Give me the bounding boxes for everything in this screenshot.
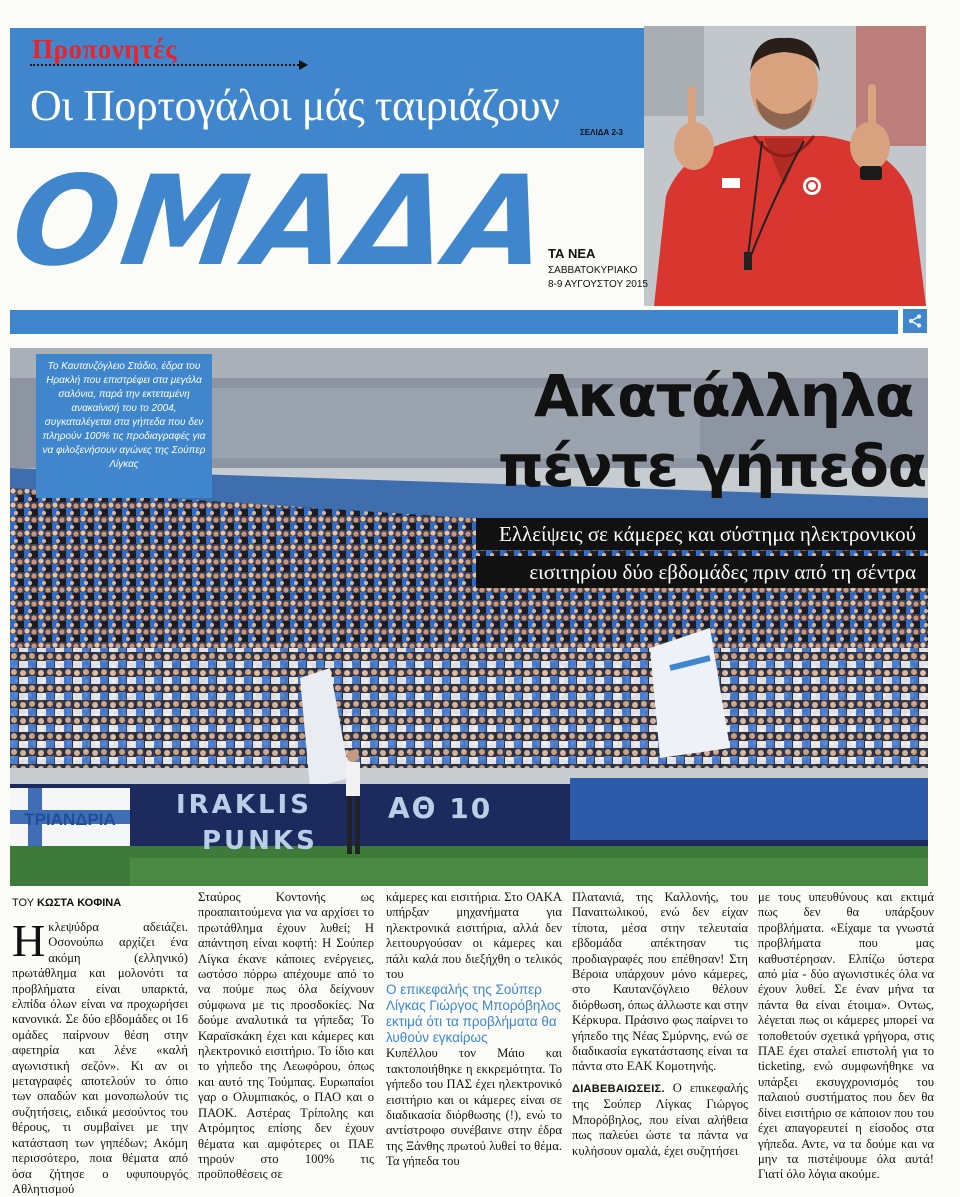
byline: [12, 897, 121, 909]
column-2-text: Σταύρος Κοντονής ως προαπαιτούμενα για να αρχίσει το πρωτάθλημα έχουν λυθεί; Η απάντηση είναι κοφτή: Η Σούπερ Λίγκα έκανε κάποιες ενέργειες, ωστόσο πόρρω απέχουμε από το να πούμε πως όλα δείχνουν σύμφωνα με τις προσδοκίες. Να δούμε αναλυτικά τα γήπεδα; Το Καραϊσκάκη έχει και κάμερες και ηλεκτρονικό εισιτήριο. Το ίδιο και το γήπεδο της Λεωφόρου, όπως και αυτό της Τούμπας. Ευρωπαίοι γαρ ο Ολυμπιακός, ο ΠΑΟ και ο ΠΑΟΚ. Αστέρας Τρίπολης και Ατρόμητος επίσης δεν έχουν θέματα και αμφότερες οι ΠΑΕ τηρούν στο 100% τις προϋποθέσεις σε: [198, 890, 374, 1182]
share-icon: [908, 314, 922, 328]
main-headline-line2[interactable]: πέντε γήπεδα: [498, 432, 926, 500]
paper-name: ΤΑ ΝΕΑ: [548, 246, 596, 261]
article-column-4: [572, 890, 748, 1159]
share-button[interactable]: [903, 309, 927, 333]
column-3-text-b: Κυπέλλου τον Μάιο και τακτοποιήθηκε η εκκρεμότητα. Το γήπεδο του ΠΑΣ έχει ηλεκτρονικό εισιτήριο και οι κάμερες είναι σε διαδικασία διόρθωσης (!), ενώ το αντίστροφο συνέβαινε στην έδρα της Ξάνθης πρωτού λυθεί το θέμα. Τα γήπεδα του: [386, 1046, 562, 1169]
column-1-text: κλεψύδρα αδειάζει. Οσονούπω αρχίζει ένα ακόμη (ελληνικό) πρωτάθλημα και μολονότι τα προβλήματα είναι υπαρκτά, ελπίδα όλων είναι να προχωρήσει κανονικά. Σε δύο εβδομάδες οι 16 ομάδες παίρνουν θέση στην αφετηρία και λένε «καλή αγωνιστική σεζόν». Κι αν οι μεταγραφές αποτελούν το όπιο των οπαδών και μονοπωλούν τις συζητήσεις, ειδικά μεσούντος του θέρους, τι συμβαίνει με την κατάσταση των γηπέδων; Ακόμη περισσότερο, ποια θέματα από όσα ζήτησε ο υφυπουργός Αθλητισμού: [12, 920, 188, 1196]
banner-punks: PUNKS: [202, 826, 318, 856]
coach-photo: [644, 26, 926, 306]
photo-caption: Το Καυτανζόγλειο Στάδιο, έδρα του Ηρακλή που επιστρέφει στα μεγάλα σαλόνια, παρά την εκτεταμένη ανακαίνισή του το 2004, συγκαταλέγεται στα γήπεδα που δεν πληρούν 100% τις προδιαγραφές για να φιλοξενήσουν αγώνες της Σούπερ Λίγκας: [36, 354, 212, 498]
page-reference: ΣΕΛΙΔΑ 2-3: [580, 128, 624, 137]
column-4-text-a: Πλατανιά, της Καλλονής, του Παναιτωλικού, ενώ δεν είχαν τίποτα, μέσα στην τελευταία εβδομάδα απέκτησαν τις προδιαγραφές που επέθησαν! Στη Βέροια υπάρχουν μόνο κάμερες, στο Καυτανζόγλειο θέλουν διόρθωση, όπως άλλωστε και στην Κέρκυρα. Πράσινο φως παίρνει το γήπεδο της Νέας Σμύρνης, ενώ σε διαδικασία εγκατάστασης είναι τα πάντα στο ΕΑΚ Κομοτηνής.: [572, 890, 748, 1074]
kicker-arrow-icon: [30, 64, 302, 66]
section-rule: [10, 310, 898, 334]
byline-prefix: ΤΟΥ: [12, 897, 34, 909]
subhead-line1: Ελλείψεις σε κάμερες και σύστημα ηλεκτρονικού: [476, 518, 928, 550]
paper-day: ΣΑΒΒΑΤΟΚΥΡΙΑΚΟ: [548, 265, 638, 276]
paper-date: 8-9 ΑΥΓΟΥΣΤΟΥ 2015: [548, 279, 648, 290]
teaser-headline[interactable]: Οι Πορτογάλοι μάς ταιριάζουν: [30, 81, 560, 130]
column-3-text-a: κάμερες και εισιτήρια. Στο ΟΑΚΑ υπήρξαν μηχανήματα για ηλεκτρονικά εισιτήρια, αλλά δεν λειτουργούσαν οι κάμερες και πάλι καλά που διεξήχθη ο τελικός του: [386, 890, 562, 982]
article-column-1: [12, 915, 188, 1197]
article-column-5: [758, 890, 934, 1183]
main-headline-line1[interactable]: Ακατάλληλα: [534, 362, 914, 430]
dropcap: Η: [12, 915, 46, 966]
article-column-2: [198, 890, 374, 1183]
kicker: Προπονητές: [32, 34, 178, 64]
column-5-text: με τους υπευθύνους και εκτιμά πως δεν θα υπάρξουν προβλήματα. «Είχαμε τα γνωστά προβλήματα που μας καθυστέρησαν. Ελπίζω ύστερα από μία - δύο αγωνιστικές όλα να έχουν λυθεί. Σε έναν μήνα τα πάντα θα είναι έτοιμα». Οντως, λέγεται πως οι κάμερες μπορεί να τοποθετούν σχετικά γρήγορα, στις ΠΑΕ έχει σταλεί επιστολή για το ticketing, ενώ συμφωνήθηκε να υπάρξει εκσυγχρονισμός του παλαιού συστήματος που δεν θα δίνει εισιτήριο σε κάποιον που του έχει απαγορευτεί η είσοδος στα γήπεδα. Αντε, να τα δούμε και να μην τα πιστέψουμε όλα αυτά! Γιατί όλο λόγια ακούμε.: [758, 890, 934, 1182]
banner-iraklis: IRAKLIS: [176, 790, 312, 820]
banner-ath: ΑΘ 10: [388, 792, 493, 825]
masthead-title: ΟΜΑΔΑ: [3, 150, 561, 294]
coach-illustration: [644, 26, 926, 306]
subsection-lead: ΔΙΑΒΕΒΑΙΩΣΕΙΣ.: [572, 1082, 665, 1095]
pull-quote: Ο επικεφαλής της Σούπερ Λίγκας Γιώργος Μπορόβηλος εκτιμά ότι τα προβλήματα θα λυθούν εγκαίρως: [386, 982, 561, 1046]
article-column-3: [386, 890, 562, 1170]
subhead-line2: εισιτηρίου δύο εβδομάδες πριν από τη σέντρα: [476, 556, 928, 588]
byline-author: ΚΩΣΤΑ ΚΟΦΙΝΑ: [36, 897, 122, 909]
flag-text: ΤΡΙΑΝΔΡΙΑ: [24, 810, 116, 829]
column-4-text-b: Ο επικεφαλής της Σούπερ Λίγκας Γιώργος Μπορόβηλος, που είναι αλήθεια πως παλεύει ώστε τα πάντα να κυλήσουν ομαλά, έχει συζητήσει: [572, 1080, 748, 1158]
